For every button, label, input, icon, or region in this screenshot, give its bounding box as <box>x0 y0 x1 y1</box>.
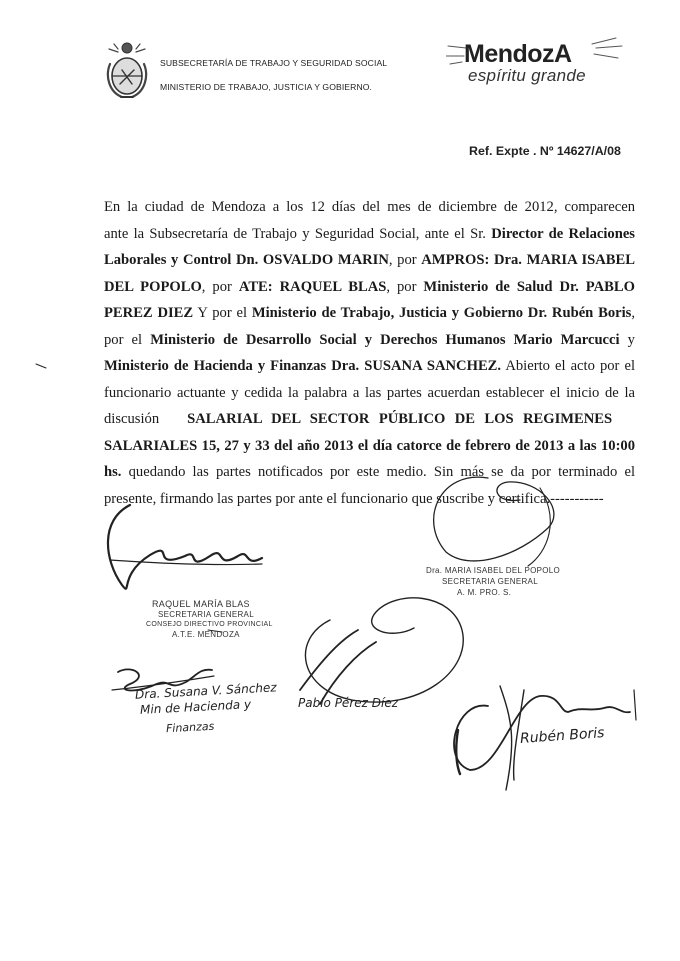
body-line: discusión SALARIAL DEL SECTOR PÚBLICO DE LOS REGIMENES <box>104 411 613 427</box>
signature-popolo <box>434 477 554 561</box>
org-line-ministerio: MINISTERIO DE TRABAJO, JUSTICIA Y GOBIERNO. <box>160 82 373 92</box>
org-line-subsecretaria: SUBSECRETARÍA DE TRABAJO Y SEGURIDAD SOCIAL <box>160 58 388 68</box>
stamp-blas-council: CONSEJO DIRECTIVO PROVINCIAL <box>146 621 273 628</box>
reference-number: Ref. Expte . Nº 14627/A/08 <box>469 144 621 158</box>
body-line: PEREZ DIEZ Y por el Ministerio de Trabajo, Justicia y Gobierno Dr. Rubén Boris, <box>104 305 635 321</box>
handwritten-boris: Rubén Boris <box>519 725 606 747</box>
stamp-blas-org: A.T.E. MENDOZA <box>172 630 240 639</box>
logo-main-text: MendozA <box>464 40 572 68</box>
body-line: En la ciudad de Mendoza a los 12 días del mes de diciembre de 2012, comparecen <box>104 199 635 215</box>
logo-tagline: espíritu grande <box>468 66 586 85</box>
body-line: funcionario actuante y cedida la palabra a las partes acuerdan establecer el inicio de la <box>104 384 635 401</box>
stamp-popolo-title: SECRETARIA GENERAL <box>442 577 538 586</box>
body-line: presente, firmando las partes por ante el funcionario que suscribe y certifica.----------- <box>104 490 604 507</box>
signature-blas <box>108 505 262 589</box>
signature-perez-loop <box>305 598 463 702</box>
stamp-blas-title: SECRETARIA GENERAL <box>158 610 254 619</box>
body-line: por el Ministerio de Desarrollo Social y Derechos Humanos Mario Marcucci y <box>104 331 635 348</box>
body-line: DEL POPOLO, por ATE: RAQUEL BLAS, por Ministerio de Salud Dr. PABLO <box>104 278 635 295</box>
handwritten-perez-diez: Pablo Pérez Díez <box>298 696 399 710</box>
handwritten-sanchez-ministry: Min de Hacienda y <box>139 697 252 717</box>
handwritten-sanchez-name: Dra. Susana V. Sánchez <box>134 680 277 702</box>
stamp-blas-name: RAQUEL MARÍA BLAS <box>152 599 250 609</box>
body-line: hs. quedando las partes notificados por este medio. Sin más se da por terminado el <box>104 464 635 480</box>
stamp-popolo-name: Dra. MARIA ISABEL DEL POPOLO <box>426 566 561 575</box>
body-line: SALARIALES 15, 27 y 33 del año 2013 el día catorce de febrero de 2013 a las 10:00 <box>104 437 636 454</box>
handwritten-sanchez-finanzas: Finanzas <box>165 719 215 736</box>
body-line: Laborales y Control Dn. OSVALDO MARIN, por AMPROS: Dra. MARIA ISABEL <box>104 252 635 268</box>
body-line: ante la Subsecretaría de Trabajo y Seguridad Social, ante el Sr. Director de Relaciones <box>104 225 635 242</box>
body-line: Ministerio de Hacienda y Finanzas Dra. SUSANA SANCHEZ. Abierto el acto por el <box>104 358 635 374</box>
stamp-popolo-org: A. M. PRO. S. <box>457 588 512 597</box>
